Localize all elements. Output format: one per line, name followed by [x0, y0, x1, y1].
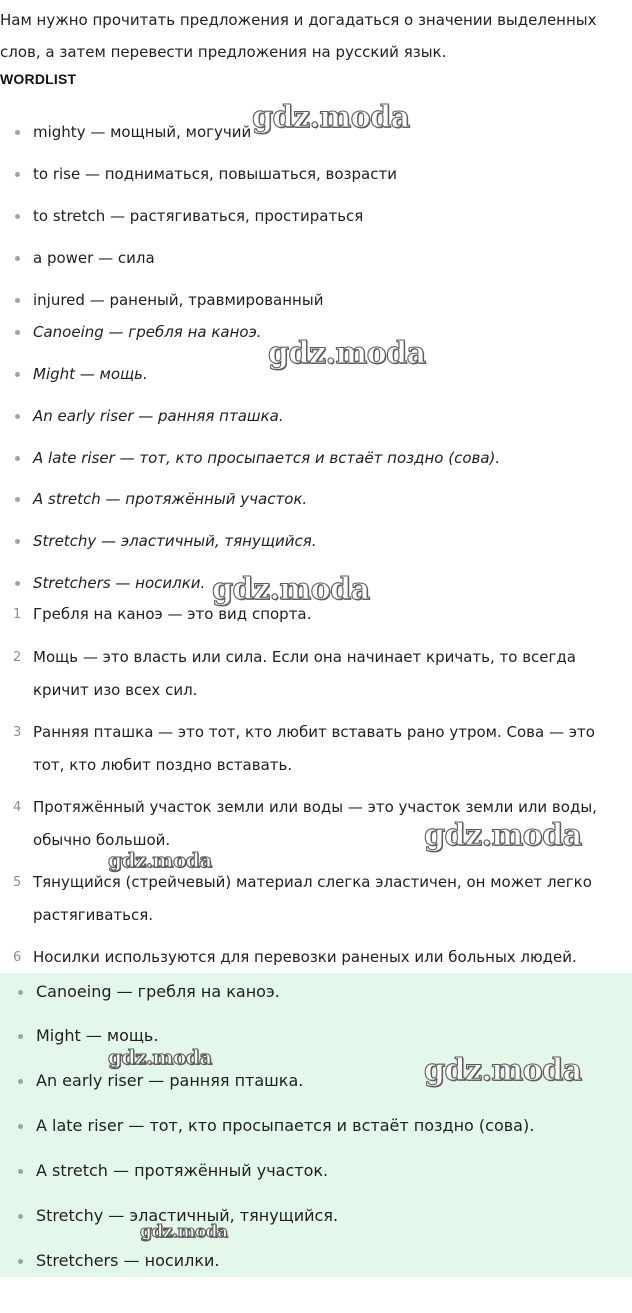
answer-item: Might — мощь. [0, 1023, 632, 1049]
bullet-icon [15, 256, 20, 261]
list-item: A stretch — протяжённый участок. [0, 487, 632, 511]
bullet-icon [18, 1214, 23, 1219]
bullet-icon [15, 214, 20, 219]
list-item: Canoeing — гребля на каноэ. [0, 320, 632, 344]
watermark: gdz.moda [252, 100, 410, 135]
bullet-icon [15, 298, 20, 303]
answer-item: A stretch — протяжённый участок. [0, 1158, 632, 1184]
bullet-icon [18, 1259, 23, 1264]
list-item: a power — сила [0, 246, 632, 270]
bullet-icon [15, 130, 20, 135]
bullet-icon [15, 330, 20, 335]
list-item: mighty — мощный, могучий [0, 120, 632, 144]
list-item: Stretchers — носилки. [0, 571, 632, 595]
watermark: gdz.moda [268, 336, 426, 371]
bullet-icon [15, 539, 20, 544]
bullet-icon [15, 372, 20, 377]
answer-item: An early riser — ранняя пташка. [0, 1068, 632, 1094]
list-item: to stretch — растягиваться, простираться [0, 204, 632, 228]
answer-item: Stretchy — эластичный, тянущийся. [0, 1203, 632, 1229]
bullet-icon [18, 1034, 23, 1039]
wordlist-heading: WORDLIST [0, 71, 77, 87]
bullet-icon [15, 414, 20, 419]
watermark: gdz.moda [140, 1222, 228, 1242]
answer-item: A late riser — тот, кто просыпается и встаёт поздно (сова). [0, 1113, 632, 1139]
bullet-icon [15, 456, 20, 461]
bullet-icon [18, 990, 23, 995]
watermark: gdz.moda [108, 1045, 212, 1069]
answer-item: Canoeing — гребля на каноэ. [0, 979, 632, 1005]
answer-item: Stretchers — носилки. [0, 1248, 632, 1274]
list-item: A late riser — тот, кто просыпается и встаёт поздно (сова). [0, 446, 632, 470]
list-item: to rise — подниматься, повышаться, возрасти [0, 162, 632, 186]
watermark: gdz.moda [108, 848, 212, 872]
answer-box [0, 973, 632, 1277]
bullet-icon [15, 581, 20, 586]
bullet-icon [15, 172, 20, 177]
bullet-icon [18, 1079, 23, 1084]
bullet-icon [15, 497, 20, 502]
list-item: An early riser — ранняя пташка. [0, 404, 632, 428]
bullet-icon [18, 1169, 23, 1174]
list-item: Might — мощь. [0, 362, 632, 386]
list-item: injured — раненый, травмированный [0, 288, 632, 312]
watermark: gdz.moda [212, 572, 370, 607]
intro-text: Нам нужно прочитать предложения и догадаться о значении выделенных слов, а затем перевести предложения на русский язык. [0, 11, 597, 61]
list-item: Stretchy — эластичный, тянущийся. [0, 529, 632, 553]
watermark: gdz.moda [424, 818, 582, 853]
watermark: gdz.moda [424, 1053, 582, 1088]
bullet-icon [18, 1124, 23, 1129]
